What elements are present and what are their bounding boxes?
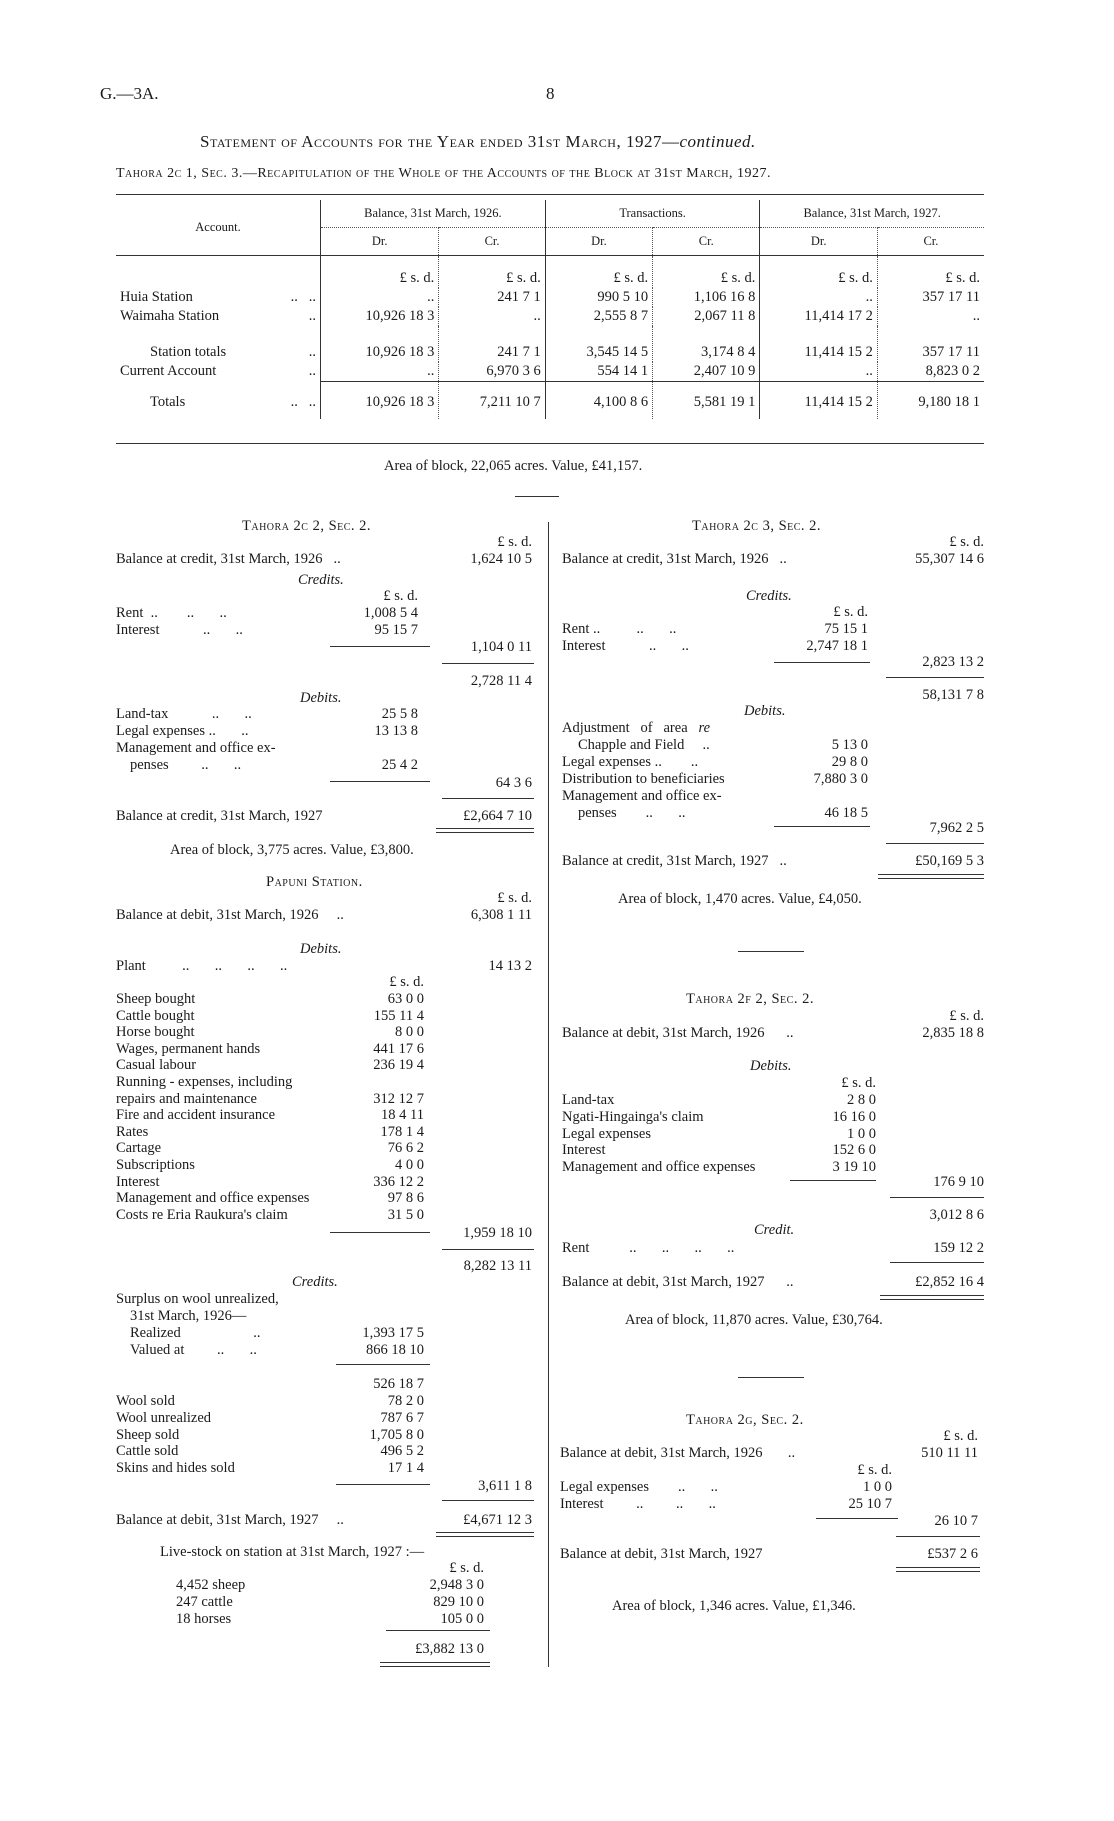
realized-value: 1,393 17 5 (362, 1325, 424, 1341)
credit-heading: Credit. (754, 1222, 795, 1238)
table-row (116, 307, 984, 326)
debits-total: 1,959 18 10 (463, 1225, 532, 1241)
plant-label: Plant .. .. .. .. (116, 958, 288, 974)
rent-label: Rent .. .. .. (562, 621, 677, 637)
interest-label: Interest .. .. (562, 638, 689, 654)
cr-header: Cr. (653, 228, 760, 256)
debits-total: 26 10 7 (934, 1513, 978, 1529)
distribution-value: 7,880 3 0 (813, 771, 868, 787)
credits-heading: Credits. (298, 572, 344, 588)
col-lsd: £ s. d. (949, 534, 984, 550)
list-item-value: 829 10 0 (433, 1593, 484, 1610)
running-total: 3,012 8 6 (929, 1207, 984, 1223)
list-item-label: Skins and hides sold (116, 1460, 235, 1477)
lsd-header: £ s. d. (877, 256, 984, 289)
credits-total: 3,611 1 8 (478, 1478, 532, 1494)
cell: .. (760, 288, 878, 307)
bal-close-label: Balance at debit, 31st March, 1927 .. (562, 1274, 794, 1290)
bal-close-value: £4,671 12 3 (463, 1512, 532, 1528)
bal-open-label: Balance at debit, 31st March, 1926 .. (562, 1025, 794, 1041)
cell: 11,414 15 2 (760, 382, 878, 420)
recap-area-value: Area of block, 22,065 acres. Value, £41,157. (384, 458, 643, 474)
list-item-label: 247 cattle (176, 1593, 233, 1610)
bal-open-value: 2,835 18 8 (922, 1025, 984, 1041)
section-divider (738, 1377, 804, 1378)
adjustment-label-1: Adjustment of area re (562, 720, 711, 736)
row-label: Huia Station .. .. (120, 289, 316, 305)
interest-label: Interest .. .. (116, 622, 243, 638)
list-item-label: Management and office expenses (116, 1190, 310, 1207)
section-title-t2f2: Tahora 2f 2, Sec. 2. (686, 991, 814, 1007)
debits-total: 176 9 10 (933, 1174, 984, 1190)
list-item-value: 97 8 6 (387, 1190, 424, 1207)
list-item-label: 4,452 sheep (176, 1577, 246, 1593)
interest-value: 95 15 7 (374, 622, 418, 638)
mgmt-value: 46 18 5 (824, 805, 868, 821)
list-item-label: 18 horses (176, 1610, 232, 1627)
landtax-label: Land-tax .. .. (116, 706, 252, 722)
cell: .. (877, 307, 984, 326)
list-item-value: 236 19 4 (373, 1057, 424, 1074)
list-item-value: 787 6 7 (380, 1409, 424, 1426)
bal-open-value: 55,307 14 6 (915, 551, 984, 567)
lsd-header: £ s. d. (760, 256, 878, 289)
list-item-value: 18 4 11 (381, 1107, 424, 1124)
bal-close-value: £537 2 6 (927, 1546, 978, 1562)
cell: 990 5 10 (545, 288, 652, 307)
mgmt-label-2: penses .. .. (130, 757, 242, 773)
cell: .. (321, 362, 439, 382)
list-item-label: Fire and accident insurance (116, 1107, 276, 1124)
table-row (116, 288, 984, 307)
group-header-1926: Balance, 31st March, 1926. (321, 200, 546, 228)
section-divider (738, 951, 804, 952)
interest-label: Interest .. .. .. (560, 1496, 716, 1512)
cr-header: Cr. (877, 228, 984, 256)
list-item-value: 312 12 7 (373, 1090, 424, 1107)
debits-heading: Debits. (300, 941, 342, 957)
list-item-value: 1,705 8 0 (369, 1426, 424, 1443)
plant-value: 14 13 2 (488, 958, 532, 974)
lsd-header: £ s. d. (545, 256, 652, 289)
rule (816, 1518, 898, 1519)
cell: 7,211 10 7 (439, 382, 545, 420)
page-number: 8 (546, 84, 555, 103)
col-lsd: £ s. d. (949, 1008, 984, 1024)
list-item-label: Sheep bought (116, 991, 196, 1007)
list-item-value: 496 5 2 (380, 1443, 424, 1460)
rule (336, 1364, 430, 1365)
table-row (116, 362, 984, 382)
sub-lsd: £ s. d. (841, 1075, 876, 1091)
interest-value: 25 10 7 (848, 1496, 892, 1512)
rule (330, 1232, 430, 1233)
credits-heading: Credits. (746, 588, 792, 604)
cell: .. (760, 362, 878, 382)
cell: 3,545 14 5 (545, 326, 652, 362)
list-item-label: Horse bought (116, 1024, 195, 1041)
rent-value: 159 12 2 (933, 1240, 984, 1256)
list-item-label: Ngati-Hingainga's claim (562, 1108, 704, 1125)
group-header-transactions: Transactions. (545, 200, 760, 228)
credits-total: 1,104 0 11 (470, 639, 532, 655)
list-item-value: 1 0 0 (847, 1125, 876, 1142)
col-lsd: £ s. d. (943, 1428, 978, 1444)
cell: 2,407 10 9 (653, 362, 760, 382)
cell: 3,174 8 4 (653, 326, 760, 362)
rent-value: 1,008 5 4 (363, 605, 418, 621)
bal-close-value: £2,664 7 10 (463, 808, 532, 824)
surplus-label-2: 31st March, 1926— (130, 1308, 247, 1324)
list-item-label: repairs and maintenance (116, 1090, 257, 1107)
list-item-value: 152 6 0 (832, 1142, 876, 1159)
distribution-label: Distribution to beneficiaries (562, 771, 725, 787)
list-item-value: 155 11 4 (373, 1007, 424, 1024)
cell: 241 7 1 (439, 326, 545, 362)
row-label: Totals .. .. (150, 393, 316, 410)
bal-open-label: Balance at credit, 31st March, 1926 .. (562, 551, 787, 567)
cell: 357 17 11 (877, 326, 984, 362)
list-item-label: Interest (562, 1142, 606, 1159)
section-title-t2c2: Tahora 2c 2, Sec. 2. (242, 518, 372, 534)
lsd-header: £ s. d. (439, 256, 545, 289)
page-reference: G.—3A. (100, 84, 159, 103)
running-total: 2,728 11 4 (470, 673, 532, 689)
section-divider (515, 496, 559, 497)
cell: 2,555 8 7 (545, 307, 652, 326)
list-item-label: Running - expenses, including (116, 1074, 293, 1090)
rule (886, 677, 984, 678)
rule (896, 1536, 980, 1537)
bal-open-label: Balance at debit, 31st March, 1926 .. (116, 907, 344, 923)
list-item-label: Wool sold (116, 1393, 175, 1409)
dr-header: Dr. (760, 228, 878, 256)
list-item-label: Management and office expenses (562, 1159, 756, 1176)
list-item-label: Land-tax (562, 1092, 615, 1108)
wool-diff-value: 526 18 7 (373, 1376, 424, 1392)
list-item-value: 336 12 2 (373, 1173, 424, 1190)
bal-close-label: Balance at debit, 31st March, 1927 (560, 1546, 763, 1562)
cell: 2,067 11 8 (653, 307, 760, 326)
bal-open-value: 1,624 10 5 (470, 551, 532, 567)
credits-total: 2,823 13 2 (922, 654, 984, 670)
list-item-label: Interest (116, 1173, 160, 1190)
rule (442, 1249, 534, 1250)
legal-label: Legal expenses .. .. (560, 1479, 718, 1495)
mgmt-value: 25 4 2 (381, 757, 418, 773)
table-row-totals (116, 382, 984, 420)
adjustment-label-2: Chapple and Field .. (578, 737, 710, 753)
rule (442, 798, 534, 799)
recap-subtitle: Tahora 2c 1, Sec. 3.—Recapitulation of the Whole of the Accounts of the Block at 31st March, 1927. (116, 166, 771, 181)
area-value: Area of block, 1,470 acres. Value, £4,050. (618, 891, 862, 907)
rule (790, 1180, 876, 1181)
row-label: Waimaha Station .. (120, 308, 316, 324)
double-rule (436, 1532, 534, 1537)
adjustment-value: 5 13 0 (831, 737, 868, 753)
list-item-value: 4 0 0 (395, 1157, 424, 1173)
list-item-value: 2,948 3 0 (429, 1577, 484, 1593)
cell: 11,414 17 2 (760, 307, 878, 326)
section-title-papuni: Papuni Station. (266, 874, 363, 890)
area-value: Area of block, 3,775 acres. Value, £3,800. (170, 842, 414, 858)
double-rule (436, 828, 534, 833)
debits-heading: Debits. (750, 1058, 792, 1074)
bal-close-label: Balance at credit, 31st March, 1927 (116, 808, 323, 824)
double-rule (878, 874, 984, 879)
cr-header: Cr. (439, 228, 545, 256)
rent-label: Rent .. .. .. .. (562, 1240, 735, 1256)
double-rule (880, 1295, 984, 1300)
statement-title-continued: continued. (679, 132, 756, 151)
list-item-label: Legal expenses (562, 1125, 651, 1142)
cell: .. (321, 288, 439, 307)
sub-lsd: £ s. d. (389, 974, 424, 990)
row-label: Current Account .. (120, 363, 316, 380)
account-header: Account. (195, 220, 241, 234)
legal-label: Legal expenses .. .. (562, 754, 699, 770)
bal-close-label: Balance at credit, 31st March, 1927 .. (562, 853, 787, 869)
cell: 10,926 18 3 (321, 382, 439, 420)
mgmt-label-1: Management and office ex- (116, 740, 276, 756)
cell: 6,970 3 6 (439, 362, 545, 382)
list-item-value: 63 0 0 (387, 991, 424, 1007)
mgmt-label-2: penses .. .. (578, 805, 686, 821)
lsd-header: £ s. d. (653, 256, 760, 289)
recap-bottom-rule (116, 443, 984, 444)
cell: 5,581 19 1 (653, 382, 760, 420)
valued-label: Valued at .. .. (130, 1342, 257, 1358)
list-item-label: Casual labour (116, 1057, 197, 1074)
list-item-label: Wool unrealized (116, 1409, 212, 1426)
rule (886, 843, 984, 844)
legal-value: 29 8 0 (831, 754, 868, 770)
cell: 10,926 18 3 (321, 326, 439, 362)
bal-close-value: £50,169 5 3 (915, 853, 984, 869)
sub-lsd: £ s. d. (383, 588, 418, 604)
cell: 4,100 8 6 (545, 382, 652, 420)
list-item-value: 17 1 4 (387, 1460, 424, 1477)
list-item-value: 441 17 6 (373, 1040, 424, 1057)
livestock-lsd: £ s. d. (449, 1560, 484, 1576)
rent-value: 75 15 1 (824, 621, 868, 637)
list-item-label: Cartage (116, 1140, 162, 1157)
rent-label: Rent .. .. .. (116, 605, 227, 621)
debits-heading: Debits. (300, 690, 342, 706)
row-label: Station totals .. (150, 344, 316, 360)
dr-header: Dr. (321, 228, 439, 256)
sub-lsd: £ s. d. (857, 1462, 892, 1478)
legal-value: 1 0 0 (863, 1479, 892, 1495)
list-item-value: 2 8 0 (847, 1092, 876, 1108)
debits-total: 64 3 6 (495, 775, 532, 791)
rule (774, 662, 870, 663)
cell: 554 14 1 (545, 362, 652, 382)
valued-value: 866 18 10 (366, 1342, 424, 1358)
list-item-value: 105 0 0 (440, 1610, 484, 1627)
list-item-label: Sheep sold (116, 1426, 180, 1443)
bal-close-value: £2,852 16 4 (915, 1274, 984, 1290)
dr-header: Dr. (545, 228, 652, 256)
livestock-heading: Live-stock on station at 31st March, 1927 :— (160, 1544, 425, 1560)
area-value: Area of block, 11,870 acres. Value, £30,764. (625, 1312, 883, 1328)
debits-heading: Debits. (744, 703, 786, 719)
rule (442, 1500, 534, 1501)
rule (442, 663, 534, 664)
rule (330, 646, 430, 647)
rule (330, 781, 430, 782)
statement-title-text: Statement of Accounts for the Year ended 31st March, 1927— (200, 132, 680, 151)
list-item-value: 78 2 0 (387, 1393, 424, 1409)
table-row (116, 326, 984, 362)
cell: 9,180 18 1 (877, 382, 984, 420)
bal-open-value: 510 11 11 (921, 1445, 978, 1461)
mgmt-label-1: Management and office ex- (562, 788, 722, 804)
credits-heading: Credits. (292, 1274, 338, 1290)
bal-close-label: Balance at debit, 31st March, 1927 .. (116, 1512, 344, 1528)
cell: 8,823 0 2 (877, 362, 984, 382)
bal-open-label: Balance at credit, 31st March, 1926 .. (116, 551, 341, 567)
interest-value: 2,747 18 1 (806, 638, 868, 654)
area-value: Area of block, 1,346 acres. Value, £1,346. (612, 1598, 856, 1614)
sub-lsd: £ s. d. (833, 604, 868, 620)
list-item-label: Subscriptions (116, 1157, 195, 1173)
col-lsd: £ s. d. (497, 890, 532, 906)
col-lsd: £ s. d. (497, 534, 532, 550)
list-item-value: 76 6 2 (387, 1140, 424, 1157)
double-rule (896, 1567, 980, 1572)
double-rule (380, 1662, 490, 1667)
rule (774, 826, 870, 827)
cell: .. (439, 307, 545, 326)
recap-top-rule (116, 194, 984, 195)
debits-total: 7,962 2 5 (929, 820, 984, 836)
cell: 11,414 15 2 (760, 326, 878, 362)
cell: 241 7 1 (439, 288, 545, 307)
realized-label: Realized .. (130, 1325, 261, 1341)
running-total: 8,282 13 11 (463, 1258, 532, 1274)
legal-label: Legal expenses .. .. (116, 723, 249, 739)
rule (336, 1484, 430, 1485)
cell: 357 17 11 (877, 288, 984, 307)
list-item-value: 8 0 0 (395, 1024, 424, 1041)
legal-value: 13 13 8 (374, 723, 418, 739)
cell: 10,926 18 3 (321, 307, 439, 326)
list-item-label: Rates (116, 1123, 149, 1140)
bal-open-value: 6,308 1 11 (470, 907, 532, 923)
group-header-1927: Balance, 31st March, 1927. (760, 200, 984, 228)
bal-open-label: Balance at debit, 31st March, 1926 .. (560, 1445, 796, 1461)
column-divider (548, 522, 549, 1667)
rule (386, 1630, 490, 1631)
list-item-label: Costs re Eria Raukura's claim (116, 1206, 288, 1223)
recap-table (116, 200, 984, 419)
list-item-value: 16 16 0 (832, 1108, 876, 1125)
list-item-label: Cattle sold (116, 1443, 179, 1460)
statement-title (200, 132, 756, 152)
rule (890, 1262, 984, 1263)
section-title-t2c3: Tahora 2c 3, Sec. 2. (692, 518, 822, 534)
list-item-value: 31 5 0 (387, 1206, 424, 1223)
list-item-label: Cattle bought (116, 1007, 195, 1024)
section-title-t2g: Tahora 2g, Sec. 2. (686, 1412, 804, 1428)
list-item-value: 3 19 10 (832, 1159, 876, 1176)
list-item-label: Wages, permanent hands (116, 1040, 261, 1057)
lsd-header: £ s. d. (321, 256, 439, 289)
list-item-value: 178 1 4 (380, 1123, 424, 1140)
rule (890, 1197, 984, 1198)
running-total: 58,131 7 8 (922, 687, 984, 703)
surplus-label-1: Surplus on wool unrealized, (116, 1291, 279, 1307)
livestock-total: £3,882 13 0 (415, 1641, 484, 1657)
landtax-value: 25 5 8 (381, 706, 418, 722)
cell: 1,106 16 8 (653, 288, 760, 307)
